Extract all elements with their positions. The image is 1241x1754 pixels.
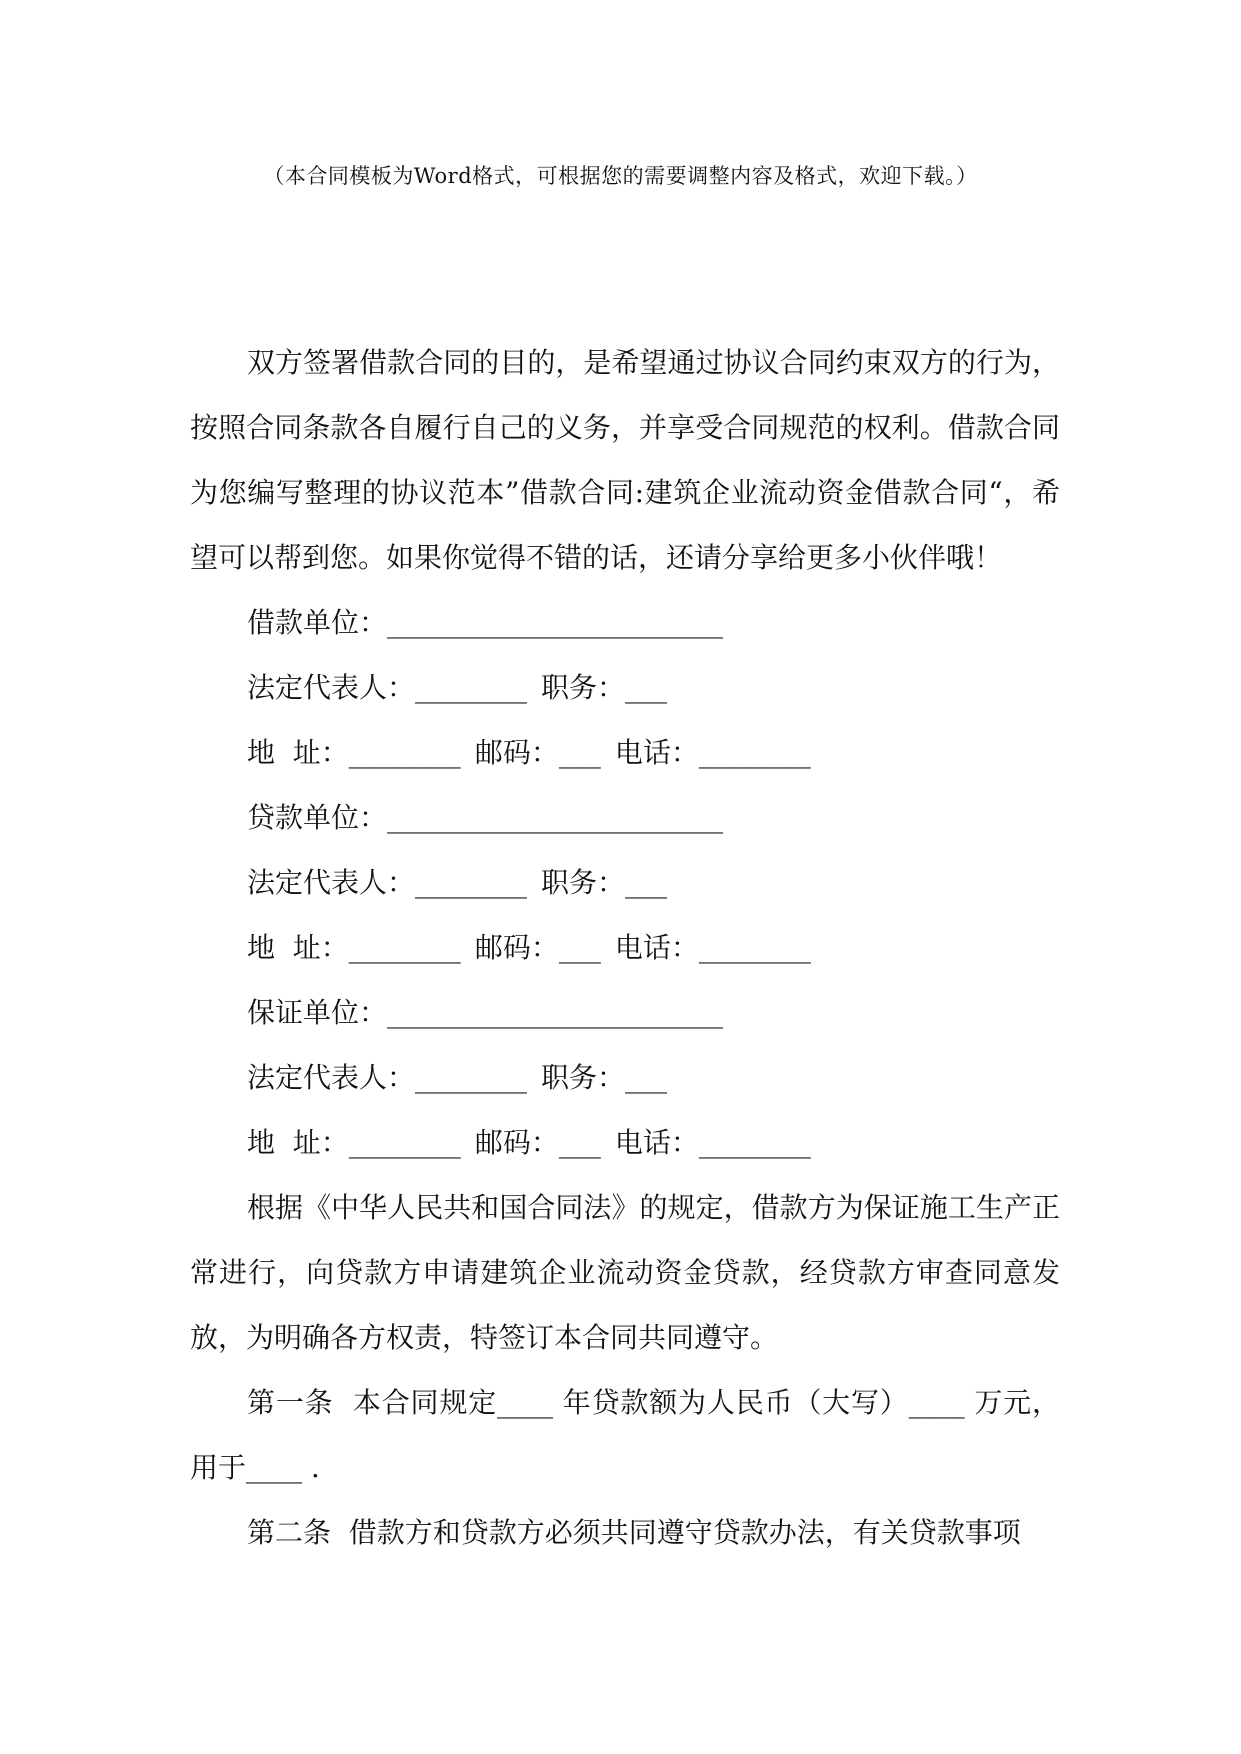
borrower-address-field: 地 址：________: [247, 736, 461, 769]
template-note: （本合同模板为Word格式，可根据您的需要调整内容及格式，欢迎下载。）: [263, 164, 978, 188]
borrower-rep-line: [190, 655, 1060, 720]
lender-post-field: 职务：___: [541, 866, 668, 899]
intro-paragraph: 双方签署借款合同的目的，是希望通过协议合同约束双方的行为，按照合同条款各自履行自己的义务，并享受合同规范的权利。借款合同为您编写整理的协议范本”借款合同:建筑企业流动资金借款合同“，希望可以帮到您。如果你觉得不错的话，还请分享给更多小伙伴哦！: [190, 346, 1060, 574]
guarantor-unit-line: 保证单位：________________________: [247, 996, 724, 1029]
basis-paragraph: 根据《中华人民共和国合同法》的规定，借款方为保证施工生产正常进行，向贷款方申请建筑企业流动资金贷款，经贷款方审查同意发放，为明确各方权责，特签订本合同共同遵守。: [190, 1191, 1060, 1354]
lender-rep-line: [190, 850, 1060, 915]
guarantor-post-field: 职务：___: [541, 1061, 668, 1094]
guarantor-rep-line: [190, 1045, 1060, 1110]
lender-rep-field: 法定代表人：________: [247, 866, 528, 899]
borrower-tel-field: 电话：________: [614, 736, 811, 769]
guarantor-rep-field: 法定代表人：________: [247, 1061, 528, 1094]
lender-address-line: [190, 915, 1060, 980]
borrower-rep-field: 法定代表人：________: [247, 671, 528, 704]
lender-zip-field: 邮码：___: [474, 931, 601, 964]
lender-tel-field: 电话：________: [614, 931, 811, 964]
article-1: 第一条 本合同规定____ 年贷款额为人民币（大写）____ 万元，用于____ .: [190, 1386, 1060, 1484]
guarantor-address-field: 地 址：________: [247, 1126, 461, 1159]
contract-body: [190, 330, 1060, 1565]
guarantor-tel-field: 电话：________: [614, 1126, 811, 1159]
borrower-address-line: [190, 720, 1060, 785]
lender-address-field: 地 址：________: [247, 931, 461, 964]
article-2: 第二条 借款方和贷款方必须共同遵守贷款办法，有关贷款事项: [247, 1516, 1021, 1549]
guarantor-address-line: [190, 1110, 1060, 1175]
borrower-post-field: 职务：___: [541, 671, 668, 704]
borrower-unit-line: 借款单位：________________________: [247, 606, 724, 639]
borrower-zip-field: 邮码：___: [474, 736, 601, 769]
lender-unit-line: 贷款单位：________________________: [247, 801, 724, 834]
guarantor-zip-field: 邮码：___: [474, 1126, 601, 1159]
